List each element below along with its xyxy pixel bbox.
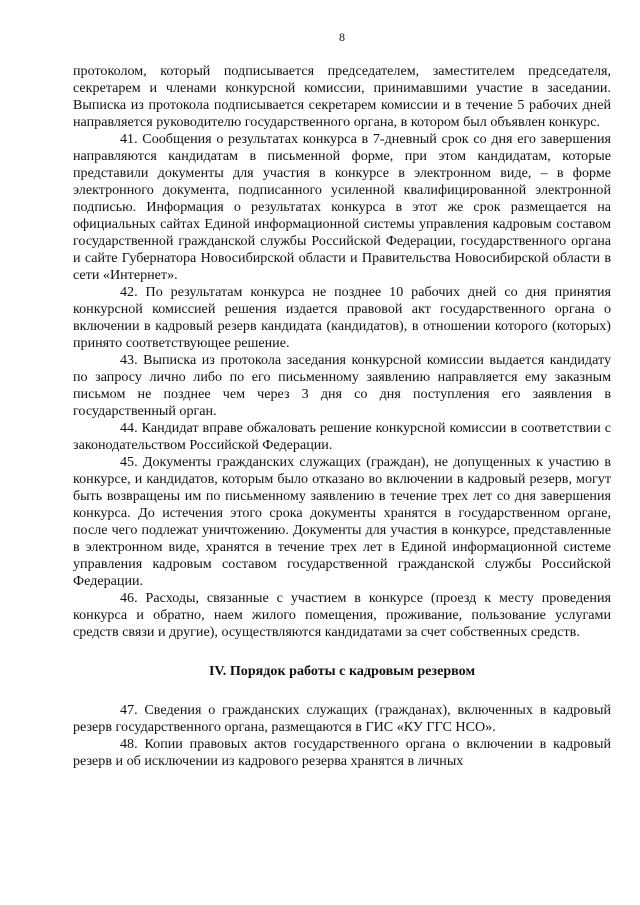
section-heading: IV. Порядок работы с кадровым резервом — [208, 663, 476, 679]
paragraph-47: 47. Сведения о гражданских служащих (гражданах), включенных в кадровый резерв государственного органа, размещаются в ГИС «КУ ГГС НСО». — [73, 702, 611, 735]
paragraph-continuation: протоколом, который подписывается председателем, заместителем председателя, секретарем и членами конкурсной комиссии, принимавшими участие в заседании. Выписка из протокола подписывается секретарем комиссии и в течение 5 рабочих дней направляется руководителю государственного органа, в котором был объявлен конкурс. — [73, 63, 611, 130]
paragraph-44: 44. Кандидат вправе обжаловать решение конкурсной комиссии в соответствии с законодательством Российской Федерации. — [73, 420, 611, 453]
paragraph-42: 42. По результатам конкурса не позднее 10 рабочих дней со дня принятия конкурсной комиссией решения издается правовой акт государственного органа о включении в кадровый резерв кандидата (кандидатов), в отношении которого (которых) принято соответствующее решение. — [73, 284, 611, 351]
paragraph-48: 48. Копии правовых актов государственного органа о включении в кадровый резерв и об исключении из кадрового резерва хранятся в личных — [73, 736, 611, 769]
paragraph-45: 45. Документы гражданских служащих (граждан), не допущенных к участию в конкурсе, и кандидатов, которым было отказано во включении в кадровый резерв, могут быть возвращены им по письменному заявлению в течение трех лет со дня завершения конкурса. До истечения этого срока документы хранятся в государственном органе, после чего подлежат уничтожению. Документы для участия в конкурсе, представленные в электронном виде, хранятся в течение трех лет в Единой информационной системе управления кадровым составом государственной гражданской службы Российской Федерации. — [73, 454, 611, 589]
paragraph-43: 43. Выписка из протокола заседания конкурсной комиссии выдается кандидату по запросу лично либо по его письменному заявлению направляется ему заказным письмом не позднее чем через 3 дня со дня поступления его заявления в государственный орган. — [73, 352, 611, 419]
page-number: 8 — [339, 30, 345, 44]
paragraph-41: 41. Сообщения о результатах конкурса в 7-дневный срок со дня его завершения направляются кандидатам в письменной форме, при этом кандидатам, которые представили документы для участия в конкурсе в электронном виде, – в форме электронного документа, подписанного усиленной квалифицированной электронной подписью. Информация о результатах конкурса в этот же срок размещается на официальных сайтах Единой информационной системы управления кадровым составом государственной гражданской службы Российской Федерации, государственного органа и сайте Губернатора Новосибирской области и Правительства Новосибирской области в сети «Интернет». — [73, 131, 611, 283]
paragraph-46: 46. Расходы, связанные с участием в конкурсе (проезд к месту проведения конкурса и обратно, наем жилого помещения, проживание, пользование услугами средств связи и другие), осуществляются кандидатами за счет собственных средств. — [73, 590, 611, 640]
document-body — [73, 63, 611, 770]
